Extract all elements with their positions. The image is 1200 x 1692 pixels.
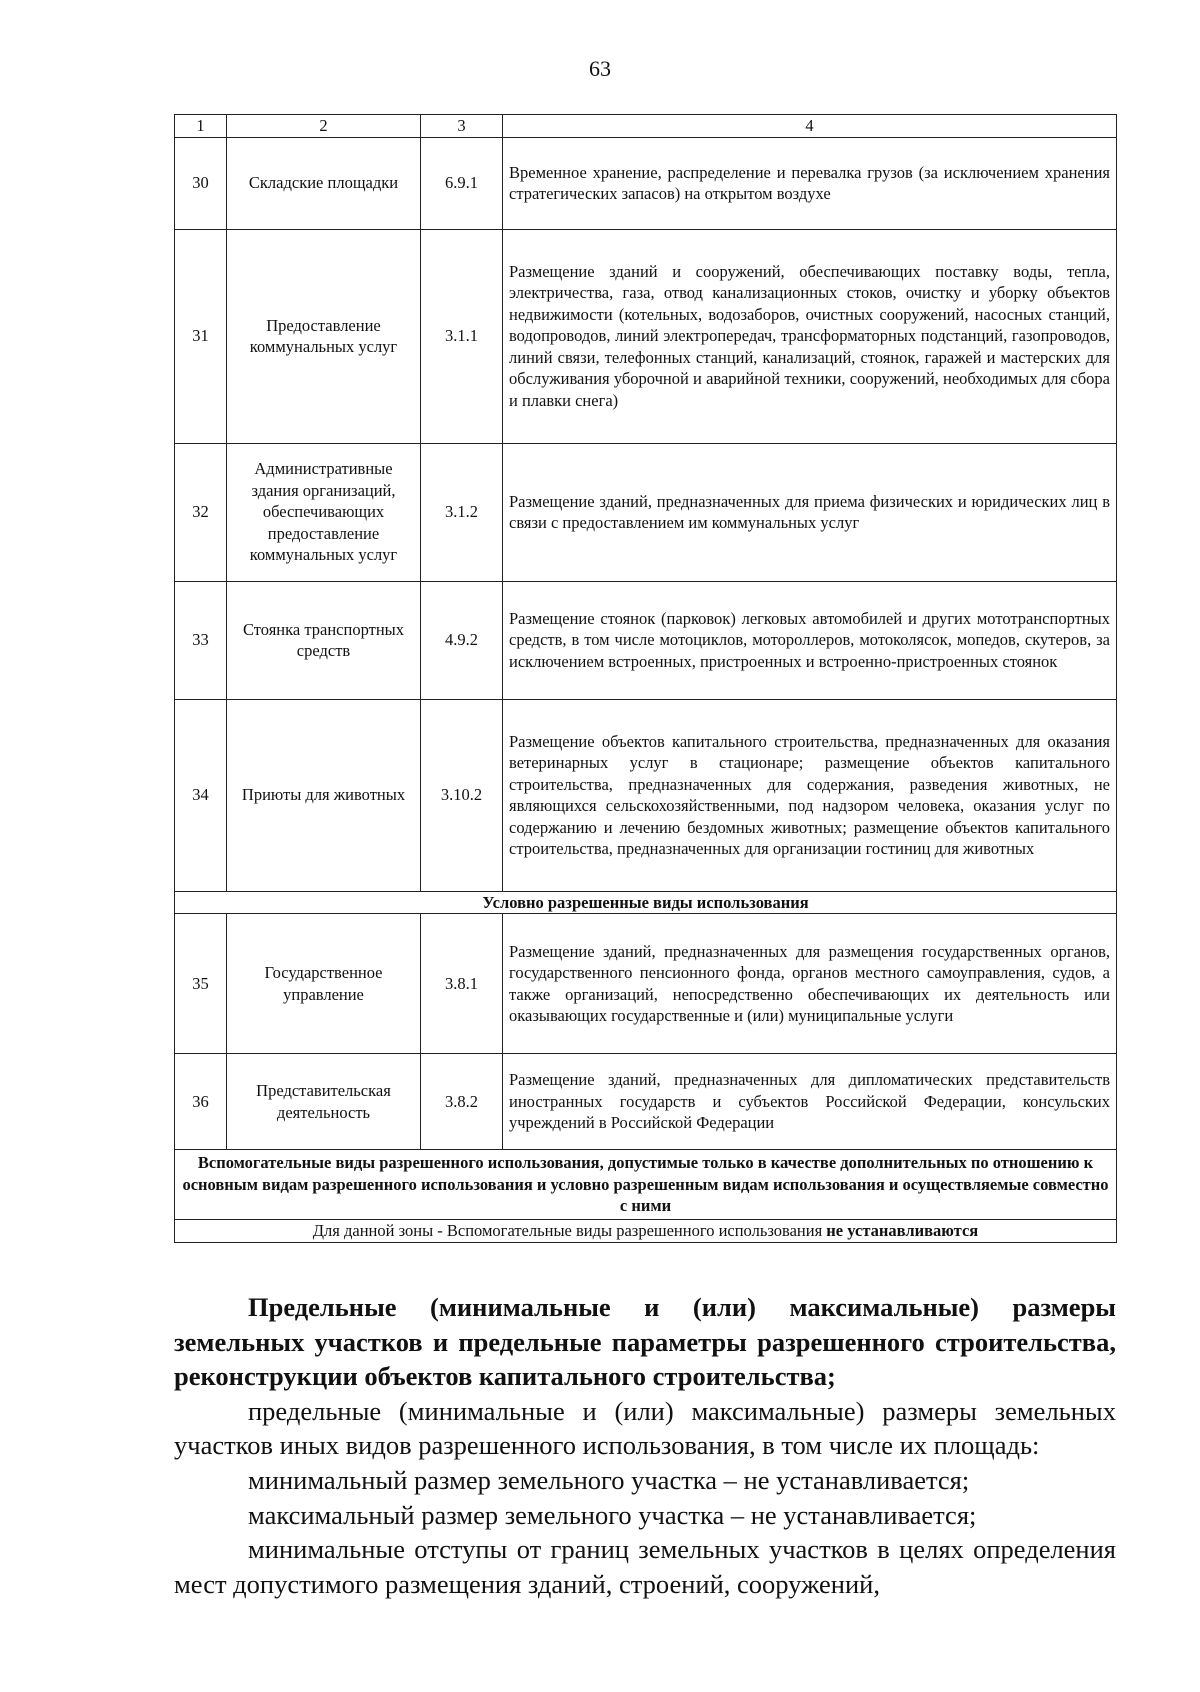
use-code: 4.9.2	[421, 581, 503, 699]
section-row	[175, 1150, 1117, 1220]
body-text	[174, 1290, 1116, 1601]
table-row	[175, 914, 1117, 1054]
use-name: Складские площадки	[227, 137, 421, 229]
use-name: Стоянка транспортных средств	[227, 581, 421, 699]
paragraph: минимальные отступы от границ земельных участков в целях определения мест допустимого размещения зданий, строений, сооружений,	[174, 1534, 1116, 1599]
row-number: 36	[175, 1054, 227, 1150]
table-header-row	[175, 115, 1117, 138]
row-number: 33	[175, 581, 227, 699]
use-description: Размещение зданий, предназначенных для приема физических и юридических лиц в связи с предоставлением им коммунальных услуг	[503, 443, 1117, 581]
use-name: Представительская деятельность	[227, 1054, 421, 1150]
row-number: 32	[175, 443, 227, 581]
header-cell: 4	[503, 115, 1117, 138]
paragraph: предельные (минимальные и (или) максимальные) размеры земельных участков иных видов разрешенного использования, в том числе их площадь:	[174, 1395, 1116, 1461]
table-row	[175, 137, 1117, 229]
table-row	[175, 443, 1117, 581]
use-name: Государственное управление	[227, 914, 421, 1054]
table-row	[175, 1054, 1117, 1150]
use-name: Административные здания организаций, обеспечивающих предоставление коммунальных услуг	[227, 443, 421, 581]
header-cell: 1	[175, 115, 227, 138]
row-number: 30	[175, 137, 227, 229]
use-name: Предоставление коммунальных услуг	[227, 229, 421, 443]
note-emphasis: не устанавливаются	[826, 1221, 979, 1240]
use-code: 6.9.1	[421, 137, 503, 229]
row-number: 35	[175, 914, 227, 1054]
table-row	[175, 699, 1117, 891]
table-row	[175, 581, 1117, 699]
use-code: 3.8.2	[421, 1054, 503, 1150]
note-prefix: Для данной зоны - Вспомогательные виды разрешенного использования	[312, 1221, 827, 1240]
row-number: 34	[175, 699, 227, 891]
use-description: Временное хранение, распределение и перевалка грузов (за исключением хранения стратегических запасов) на открытом воздухе	[503, 137, 1117, 229]
section-row	[175, 891, 1117, 914]
header-cell: 3	[421, 115, 503, 138]
use-description: Размещение зданий и сооружений, обеспечивающих поставку воды, тепла, электричества, газа, отвод канализационных стоков, очистку и уборку объектов недвижимости (котельных, водозаборов, очистных сооружений, насосных станций, водопроводов, линий электропередач, трансформаторных подстанций, газопроводов, линий связи, телефонных станций, канализаций, стоянок, гаражей и мастерских для обслуживания уборочной и аварийной техники, сооружений, необходимых для сбора и плавки снега)	[503, 229, 1117, 443]
row-number: 31	[175, 229, 227, 443]
section-heading: Предельные (минимальные и (или) максимальные) размеры земельных участков и предельные параметры разрешенного строительства, реконструкции объектов капитального строительства;	[174, 1292, 1116, 1392]
page-number: 63	[589, 56, 611, 81]
use-description: Размещение зданий, предназначенных для размещения государственных органов, государственного пенсионного фонда, органов местного самоуправления, судов, а также организаций, непосредственно обеспечивающих их деятельность или оказывающих государственные и (или) муниципальные услуги	[503, 914, 1117, 1054]
use-code: 3.1.1	[421, 229, 503, 443]
section-title-auxiliary: Вспомогательные виды разрешенного использования, допустимые только в качестве дополнительных по отношению к основным видам разрешенного использования и условно разрешенным видам использования и осуществляемые совместно с ними	[175, 1150, 1117, 1220]
header-cell: 2	[227, 115, 421, 138]
land-use-table	[174, 114, 1117, 1243]
use-name: Приюты для животных	[227, 699, 421, 891]
use-code: 3.1.2	[421, 443, 503, 581]
paragraph: минимальный размер земельного участка – не устанавливается;	[248, 1464, 970, 1495]
use-description: Размещение стоянок (парковок) легковых автомобилей и других мототранспортных средств, в том числе мотоциклов, мотороллеров, мотоколясок, мопедов, скутеров, за исключением встроенных, пристроенных и встроенно-пристроенных стоянок	[503, 581, 1117, 699]
use-description: Размещение зданий, предназначенных для дипломатических представительств иностранных государств и субъектов Российской Федерации, консульских учреждений в Российской Федерации	[503, 1054, 1117, 1150]
use-code: 3.8.1	[421, 914, 503, 1054]
use-code: 3.10.2	[421, 699, 503, 891]
note-row	[175, 1220, 1117, 1243]
auxiliary-note	[175, 1220, 1117, 1243]
section-title-conditional: Условно разрешенные виды использования	[175, 891, 1117, 914]
paragraph: максимальный размер земельного участка – не устанавливается;	[248, 1499, 977, 1530]
use-description: Размещение объектов капитального строительства, предназначенных для оказания ветеринарных услуг в стационаре; размещение объектов капитального строительства, предназначенных для содержания, разведения животных, не являющихся сельскохозяйственными, под надзором человека, оказания услуг по содержанию и лечению бездомных животных; размещение объектов капитального строительства, предназначенных для организации гостиниц для животных	[503, 699, 1117, 891]
table-row	[175, 229, 1117, 443]
